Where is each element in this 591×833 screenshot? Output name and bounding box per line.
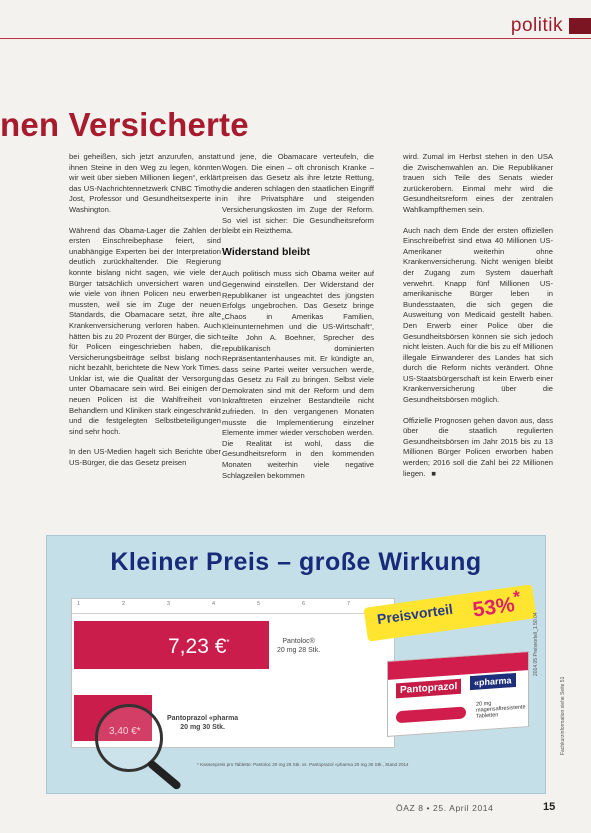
- promo-percent-sup: *: [512, 586, 522, 607]
- pack-brand: «pharma: [470, 673, 516, 690]
- paragraph: wird. Zumal im Herbst stehen in den USA die Zwischenwahlen an. Die Republikaner trauen sich Teile des Senats wieder zurückerobern. Einmal mehr wird die Gesundheitsreform eines der zentralen Wahlkampfthemen sein.: [403, 152, 553, 214]
- ad-side-note: 2014.05 Preisvorteil_1.50.04: [533, 612, 539, 676]
- top-rule: [0, 38, 591, 39]
- scale-tick: 4: [212, 601, 216, 607]
- paragraph: Auch nach dem Ende der ersten offiziellen Einschreibefrist sind etwa 40 Millionen US-Amerikaner weiterhin ohne Krankenversicherung. Nicht wenigen bleibt der Zugang zum System dauerhaft verwehrt. Knapp fünf Millionen US-amerikanische Bürger leben in Bundesstaaten, die sich gegen die Ausweitung von Medicaid gestellt haben. Den Erwerb einer Police über die Gesundheitsbörsen können sie sich jedoch nicht leisten. Auch für die bis zu elf Millionen illegale Einwanderer des Landes hat sich durch die Reform nichts verändert. Ohne US-Staatsbürgerschaft ist kein Erwerb einer Krankenversicherung über die Gesundheitsbörsen möglich.: [403, 225, 553, 405]
- promo-text: Preisvorteil: [376, 600, 454, 628]
- section-tag: [511, 14, 591, 38]
- paragraph: Während das Obama-Lager die Zahlen der ersten Einschreibephase feiert, sind unabhängige Experten bei der Interpretation deutlich zurückhaltender. Die Regierung konnte bislang nicht sagen, wie viele der Bürger tatsächlich unversichert waren und wie viele von ihnen Policen neu erwerben mussten, weil sie im Zuge der neuen Standards, die Obamacare setzt, ihre alte Krankenversicherung verloren haben. Auch hätten bis zu 20 Prozent der Bürger, die sich für Policen eingeschrieben haben, die Versicherungsbeiträge selbst bislang noch nicht bezahlt, berichtete die New York Times. Unklar ist, wie die Qualität der Versorgung unter Obamacare sein wird. Bei einigen der neuen Policen ist die Wahlfreiheit von Behandlern und Kliniken stark eingeschränkt und die festgelegten Selbstbeteiligungen sind sehr hoch.: [69, 225, 221, 436]
- subheading: Widerstand bleibt: [222, 245, 310, 258]
- pantoloc-price: [168, 635, 230, 659]
- advertisement: [46, 535, 546, 794]
- paragraph: In den US-Medien hagelt sich Berichte über US-Bürger, die das Gesetz preisen: [69, 447, 221, 468]
- article-column-3: [403, 152, 553, 489]
- pack-dose: 20 mg magensaftresistente Tabletten: [476, 700, 526, 720]
- magnifier-handle: [146, 759, 182, 791]
- ad-scale: [72, 599, 394, 614]
- product-pack: [387, 651, 529, 737]
- paragraph: und jene, die Obamacare verteufeln, die Wogen. Die einen – oft chronisch Kranke – preisen das Gesetz als ihre letzte Rettung, die anderen schlagen den staatlichen Eingriff in ihre Privatsphäre und steigenden Versicherungskosten im Zuge der Reform. So viel ist sicher: Die Gesundheitsreform bleibt ein Reizthema.: [222, 152, 374, 236]
- generic-label-dose: 20 mg 30 Stk.: [180, 724, 225, 731]
- end-mark-icon: ■: [431, 468, 436, 478]
- pantoloc-label-name: Pantoloc®: [282, 638, 315, 645]
- page-number: 15: [543, 801, 556, 813]
- pack-strip: [396, 706, 466, 723]
- pantoloc-label-dose: 20 mg 28 Stk.: [277, 647, 321, 654]
- headline: nen Versicherte: [0, 106, 249, 143]
- article-column-2: [222, 152, 374, 491]
- generic-label-name: Pantoprazol «pharma: [167, 715, 239, 722]
- scale-tick: 1: [77, 601, 81, 607]
- paragraph-text: Offizielle Prognosen gehen davon aus, dass über die staatlich regulierten Gesundheitsbörsen im Jahr 2015 bis zu 13 Millionen Bürger Policen erworben haben werden; 2016 soll die Zahl bei 22 Millionen liegen.: [403, 415, 553, 478]
- generic-price: 3,40 €*: [109, 726, 141, 737]
- pantoloc-label: [277, 637, 320, 655]
- scale-tick: 5: [257, 601, 261, 607]
- scale-tick: 3: [167, 601, 171, 607]
- article-column-1: [69, 152, 221, 479]
- scale-tick: 2: [122, 601, 126, 607]
- promo-percent: [470, 586, 523, 623]
- ad-footnote: * Kassenpreis pro Tablette: Pantoloc 20 mg 28 Stk. vs. Pantoprazol «pharma 20 mg 30 Stk., Stand 2014: [197, 762, 409, 767]
- scale-tick: 6: [302, 601, 306, 607]
- section-label: politik: [510, 15, 563, 36]
- promo-badge: [363, 584, 536, 641]
- ad-headline: Kleiner Preis – große Wirkung: [110, 548, 482, 576]
- paragraph: Auch politisch muss sich Obama weiter auf Gegenwind einstellen. Der Widerstand der Republikaner ist ungeachtet des jüngsten Erfolgs ungebrochen. Das Gesetz bringe „Chaos in Amerikas Familien, Kleinunternehmen und die US-Wirtschaft“, teilte John A. Boehner, Sprecher des republikanisch dominierten Repräsentantenhauses mit. Er kündigte an, dass seine Partei weiter versuchen werde, das Gesetz zu Fall zu bringen. Selbst viele Demokraten sind mit der Reform und dem Inkrafttreten einzelner Bestandteile nicht zufrieden. In den vergangenen Monaten musste die Implementierung einzelner Elemente immer wieder verschoben werden. Die Realität ist wohl, dass die Gesundheitsreform in den kommenden Monaten weiterhin viele negative Schlagzeilen bekommen: [222, 269, 374, 480]
- promo-percent-value: 53%: [471, 593, 517, 622]
- fachkurzinformation-note: Fachkurzinformation siehe Seite 51: [560, 676, 566, 755]
- pantoloc-price-sup: *: [226, 638, 230, 647]
- paragraph: bei geheißen, sich jetzt anzurufen, anstatt ihnen Steine in den Weg zu legen, könnten wir weit über sieben Millionen liegen“, erklärt das US-Nachrichtennetzwerk CNBC Timothy Jost, Professor und Gesundheitsexperte in Washington.: [69, 152, 221, 214]
- footer-issue: ÖAZ 8 • 25. April 2014: [396, 803, 494, 813]
- section-color-block: [569, 18, 591, 34]
- generic-label: [167, 714, 238, 732]
- paragraph: [403, 416, 553, 480]
- scale-tick: 7: [347, 601, 351, 607]
- pack-name: Pantoprazol: [396, 679, 461, 699]
- pantoloc-price-value: 7,23 €: [168, 635, 227, 658]
